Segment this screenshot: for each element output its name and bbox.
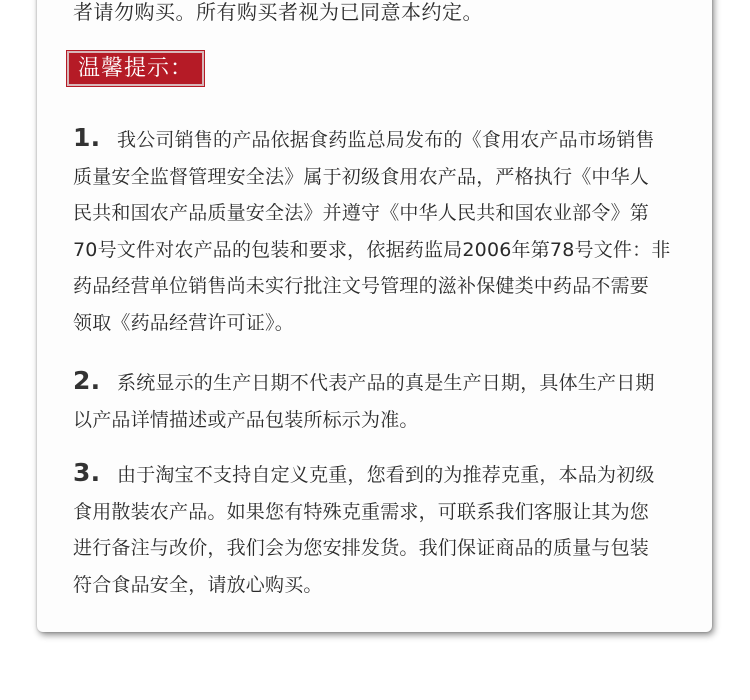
notice-item-1-line-6: 领取《药品经营许可证》。 (73, 311, 294, 334)
notice-item-1-number: 1. (73, 123, 101, 152)
notice-item-2-number: 2. (73, 366, 101, 395)
agreement-text: 者请勿购买。所有购买者视为已同意本约定。 (73, 0, 483, 24)
notice-item-2-line-2: 以产品详情描述或产品包装所标示为准。 (73, 408, 419, 431)
notice-item-3-line-4: 符合食品安全，请放心购买。 (73, 573, 323, 596)
notice-item-1-line-4: 70号文件对农产品的包装和要求，依据药监局2006年第78号文件：非 (73, 238, 671, 261)
notice-item-1-text: 我公司销售的产品依据食药监总局发布的《食用农产品市场销售 (117, 129, 655, 151)
notice-item-1-line-3: 民共和国农产品质量安全法》并遵守《中华人民共和国农业部令》第 (73, 202, 650, 224)
notice-item-3-line-1 (73, 455, 683, 494)
notice-item-2-text: 系统显示的生产日期不代表产品的真是生产日期，具体生产日期 (117, 372, 655, 394)
notice-item-2 (73, 363, 683, 438)
notice-item-3-number: 3. (73, 458, 101, 487)
notice-item-2-line-1 (73, 363, 683, 402)
notice-item-1-line-2: 质量安全监督管理安全法》属于初级食用农产品，严格执行《中华人 (73, 165, 650, 188)
notice-item-3-text: 由于淘宝不支持自定义克重，您看到的为推荐克重，本品为初级 (117, 464, 655, 486)
notice-item-3 (73, 455, 683, 603)
notice-item-1 (73, 120, 683, 341)
notice-item-1-line-1 (73, 120, 683, 159)
notice-item-3-line-3: 进行备注与改价，我们会为您安排发货。我们保证商品的质量与包装 (73, 537, 650, 559)
notice-item-3-line-2: 食用散装农产品。如果您有特殊克重需求，可联系我们客服让其为您 (73, 500, 650, 523)
notice-title-badge: 温馨提示： (67, 51, 204, 86)
notice-item-1-line-5: 药品经营单位销售尚未实行批注文号管理的滋补保健类中药品不需要 (73, 275, 650, 297)
